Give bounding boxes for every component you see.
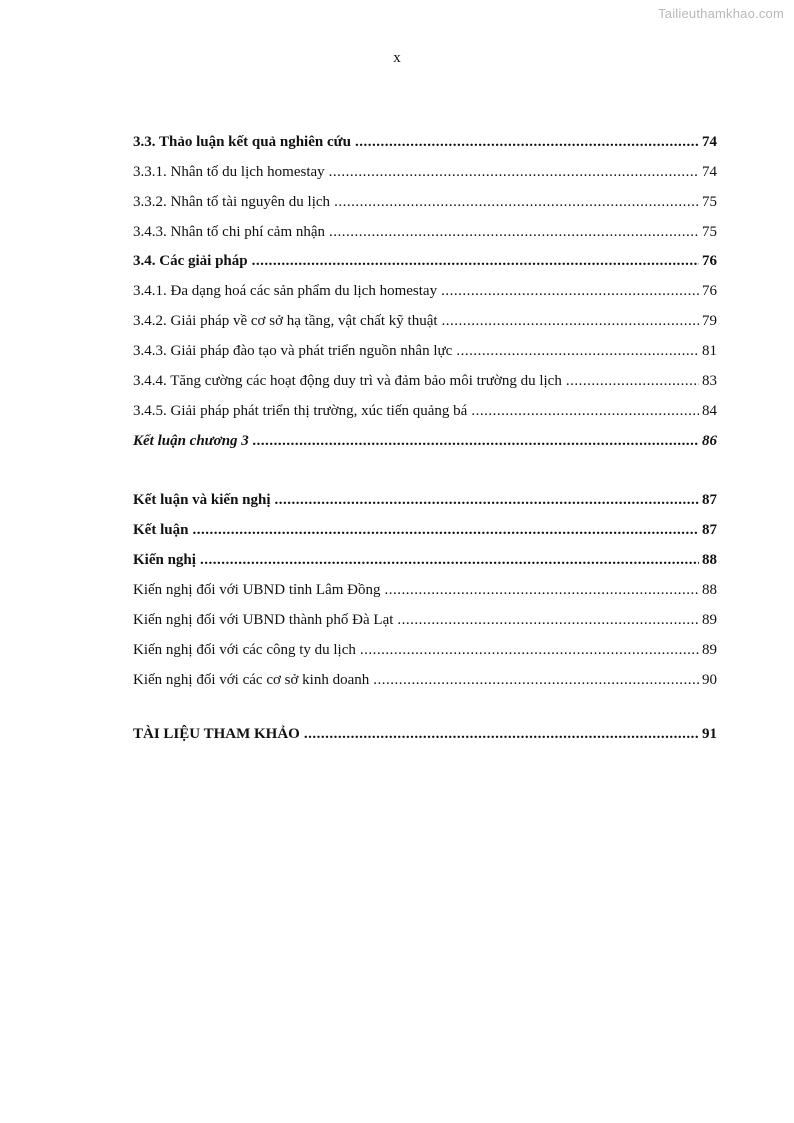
toc-dot-leader bbox=[373, 669, 699, 691]
toc-entry-page: 90 bbox=[702, 672, 717, 688]
toc-entry-title: 3.4. Các giải pháp bbox=[133, 253, 248, 269]
toc-entry[interactable] bbox=[133, 549, 717, 571]
toc-dot-leader bbox=[360, 639, 699, 661]
toc-entry-title: 3.4.5. Giải pháp phát triển thị trường, xúc tiến quảng bá bbox=[133, 403, 468, 419]
toc-entry-page: 83 bbox=[702, 373, 717, 389]
toc-entry-page: 74 bbox=[702, 134, 717, 150]
toc-entry-page: 86 bbox=[702, 433, 717, 449]
toc-entry-page: 88 bbox=[702, 582, 717, 598]
toc-entry-title: 3.3. Thảo luận kết quả nghiên cứu bbox=[133, 134, 351, 150]
watermark-text: Tailieuthamkhao.com bbox=[658, 6, 784, 21]
toc-entry-page: 75 bbox=[702, 194, 717, 210]
toc-dot-leader bbox=[275, 489, 699, 511]
toc-dot-leader bbox=[329, 221, 699, 243]
toc-entry-page: 76 bbox=[702, 253, 717, 269]
toc-entry[interactable] bbox=[133, 340, 717, 362]
toc-entry-page: 91 bbox=[702, 726, 717, 742]
toc-entry[interactable] bbox=[133, 669, 717, 691]
toc-entry-page: 74 bbox=[702, 164, 717, 180]
toc-dot-leader bbox=[192, 519, 699, 541]
toc-entry[interactable] bbox=[133, 519, 717, 541]
toc-entry-title: Kiến nghị đối với UBND tỉnh Lâm Đồng bbox=[133, 582, 381, 598]
toc-entry[interactable] bbox=[133, 639, 717, 661]
toc-dot-leader bbox=[441, 280, 699, 302]
toc-entry[interactable] bbox=[133, 489, 717, 511]
toc-dot-leader bbox=[385, 579, 700, 601]
toc-entry-title: Kiến nghị bbox=[133, 552, 196, 568]
toc-entry-page: 81 bbox=[702, 343, 717, 359]
toc-entry-title: 3.3.2. Nhân tố tài nguyên du lịch bbox=[133, 194, 331, 210]
toc-entry[interactable] bbox=[133, 430, 717, 452]
toc-entry-page: 87 bbox=[702, 522, 717, 538]
toc-entry-page: 84 bbox=[702, 403, 717, 419]
toc-entry[interactable] bbox=[133, 131, 717, 153]
toc-entry-page: 89 bbox=[702, 642, 717, 658]
toc-dot-leader bbox=[442, 310, 699, 332]
toc-entry[interactable] bbox=[133, 191, 717, 213]
toc-entry-title: 3.4.3. Nhân tố chi phí cảm nhận bbox=[133, 224, 326, 240]
toc-entry-title: TÀI LIỆU THAM KHẢO bbox=[133, 726, 300, 742]
toc-entry-page: 79 bbox=[702, 313, 717, 329]
toc-dot-leader bbox=[252, 250, 699, 272]
toc-dot-leader bbox=[304, 723, 699, 745]
toc-entry-page: 87 bbox=[702, 492, 717, 508]
toc-entry-page: 89 bbox=[702, 612, 717, 628]
toc-dot-leader bbox=[329, 161, 699, 183]
toc-entry-title: Kiến nghị đối với các cơ sở kinh doanh bbox=[133, 672, 370, 688]
toc-entry[interactable] bbox=[133, 221, 717, 243]
toc-dot-leader bbox=[200, 549, 699, 571]
toc-entry-title: 3.4.4. Tăng cường các hoạt động duy trì và đảm bảo môi trường du lịch bbox=[133, 373, 562, 389]
toc-entry-page: 75 bbox=[702, 224, 717, 240]
toc-dot-leader bbox=[253, 430, 699, 452]
toc-entry[interactable] bbox=[133, 400, 717, 422]
toc-entry-page: 88 bbox=[702, 552, 717, 568]
toc-entry-title: Kết luận bbox=[133, 522, 189, 538]
toc-entry-title: 3.4.2. Giải pháp về cơ sở hạ tầng, vật chất kỹ thuật bbox=[133, 313, 438, 329]
page-number: x bbox=[393, 50, 401, 66]
toc-dot-leader bbox=[456, 340, 699, 362]
toc-dot-leader bbox=[334, 191, 699, 213]
toc-entry-title: Kết luận chương 3 bbox=[133, 433, 249, 449]
toc-entry-title: Kiến nghị đối với các công ty du lịch bbox=[133, 642, 356, 658]
toc-dot-leader bbox=[397, 609, 699, 631]
toc-entry-title: Kết luận và kiến nghị bbox=[133, 492, 271, 508]
toc-entry-title: Kiến nghị đối với UBND thành phố Đà Lạt bbox=[133, 612, 394, 628]
toc-entry-title: 3.3.1. Nhân tố du lịch homestay bbox=[133, 164, 325, 180]
toc-entry-page: 76 bbox=[702, 283, 717, 299]
toc-entry[interactable] bbox=[133, 161, 717, 183]
toc-dot-leader bbox=[471, 400, 699, 422]
toc-dot-leader bbox=[566, 370, 699, 392]
toc-entry[interactable] bbox=[133, 310, 717, 332]
toc-entry[interactable] bbox=[133, 280, 717, 302]
toc-entry[interactable] bbox=[133, 370, 717, 392]
toc-entry[interactable] bbox=[133, 250, 717, 272]
toc-entry[interactable] bbox=[133, 723, 717, 745]
toc-entry[interactable] bbox=[133, 609, 717, 631]
toc-dot-leader bbox=[355, 131, 699, 153]
toc-entry-title: 3.4.3. Giải pháp đào tạo và phát triển nguồn nhân lực bbox=[133, 343, 453, 359]
toc-entry-title: 3.4.1. Đa dạng hoá các sản phẩm du lịch homestay bbox=[133, 283, 438, 299]
toc-entry[interactable] bbox=[133, 579, 717, 601]
